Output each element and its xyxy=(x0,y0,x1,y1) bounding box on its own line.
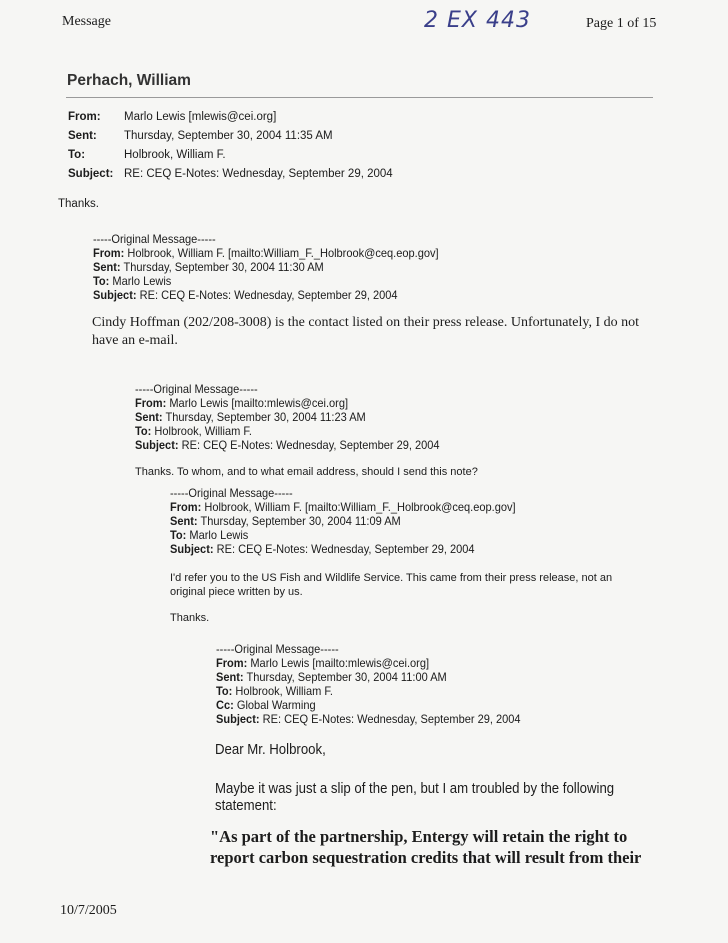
message-4-salutation: Dear Mr. Holbrook, xyxy=(215,741,326,758)
from-value: Holbrook, William F. [mailto:William_F._Holbrook@ceq.eop.gov] xyxy=(204,500,516,514)
message-1-body-line-1: Cindy Hoffman (202/208-3008) is the contact listed on their press release. Unfortunately, I do not xyxy=(92,315,640,330)
sent-value: Thursday, September 30, 2004 11:09 AM xyxy=(200,514,401,528)
message-4-paragraph-line-1: Maybe it was just a slip of the pen, but I am troubled by the following xyxy=(215,780,615,797)
original-message-divider: -----Original Message----- xyxy=(135,382,258,396)
from-label: From: xyxy=(170,500,202,514)
sent-value: Thursday, September 30, 2004 11:00 AM xyxy=(246,670,447,684)
message-3-body-line-2: original piece written by us. xyxy=(170,586,303,598)
message-4-paragraph-line-2: statement: xyxy=(215,797,277,814)
sent-label: Sent: xyxy=(93,260,121,274)
message-4-quote-line-2: report carbon sequestration credits that will result from their xyxy=(210,848,642,867)
from-value: Holbrook, William F. [mailto:William_F._Holbrook@ceq.eop.gov] xyxy=(127,246,439,260)
original-message-4-header xyxy=(216,642,547,726)
cc-value: Global Warming xyxy=(236,698,316,712)
original-message-divider: -----Original Message----- xyxy=(216,642,339,656)
handwritten-exhibit-mark: 2 EX 443 xyxy=(424,8,531,33)
original-message-divider: -----Original Message----- xyxy=(93,232,216,246)
sent-label: Sent: xyxy=(68,130,97,142)
from-label: From: xyxy=(216,656,248,670)
subject-label: Subject: xyxy=(68,168,114,180)
to-label: To: xyxy=(93,274,110,288)
message-3-body-line-1: I'd refer you to the US Fish and Wildlife Service. This came from their press release, not an xyxy=(170,572,613,584)
original-message-3-header xyxy=(170,486,546,556)
original-message-2-header xyxy=(135,382,466,452)
sent-value: Thursday, September 30, 2004 11:23 AM xyxy=(165,410,366,424)
cc-label: Cc: xyxy=(216,698,234,712)
sent-label: Sent: xyxy=(135,410,163,424)
message-3-body-thanks: Thanks. xyxy=(170,612,210,624)
subject-value: RE: CEQ E-Notes: Wednesday, September 29, 2004 xyxy=(181,438,440,452)
sent-value: Thursday, September 30, 2004 11:30 AM xyxy=(123,260,324,274)
subject-label: Subject: xyxy=(170,542,214,556)
from-label: From: xyxy=(68,111,101,123)
original-message-1-header xyxy=(93,232,469,302)
sent-label: Sent: xyxy=(216,670,244,684)
page-header-title: Message xyxy=(62,14,111,29)
subject-value: RE: CEQ E-Notes: Wednesday, September 29, 2004 xyxy=(139,288,398,302)
header-divider xyxy=(66,97,653,98)
to-label: To: xyxy=(170,528,187,542)
footer-date: 10/7/2005 xyxy=(60,903,117,918)
sent-label: Sent: xyxy=(170,514,198,528)
subject-value: RE: CEQ E-Notes: Wednesday, September 29, 2004 xyxy=(262,712,521,726)
subject-value: RE: CEQ E-Notes: Wednesday, September 29, 2004 xyxy=(216,542,475,556)
message-4-quote-line-1: "As part of the partnership, Entergy will retain the right to xyxy=(210,827,628,846)
to-label: To: xyxy=(135,424,152,438)
from-value: Marlo Lewis [mailto:mlewis@cei.org] xyxy=(250,656,430,670)
message-2-body: Thanks. To whom, and to what email address, should I send this note? xyxy=(135,466,478,478)
from-value: Marlo Lewis [mailto:mlewis@cei.org] xyxy=(169,396,349,410)
from-value: Marlo Lewis [mlewis@cei.org] xyxy=(124,111,277,123)
to-value: Marlo Lewis xyxy=(112,274,172,288)
recipient-name: Perhach, William xyxy=(67,72,191,89)
page-number: Page 1 of 15 xyxy=(586,16,657,31)
original-message-divider: -----Original Message----- xyxy=(170,486,293,500)
subject-value: RE: CEQ E-Notes: Wednesday, September 29, 2004 xyxy=(124,168,393,180)
to-label: To: xyxy=(216,684,233,698)
subject-label: Subject: xyxy=(216,712,260,726)
from-label: From: xyxy=(93,246,125,260)
to-value: Holbrook, William F. xyxy=(124,149,226,161)
to-value: Marlo Lewis xyxy=(189,528,249,542)
to-value: Holbrook, William F. xyxy=(235,684,333,698)
to-label: To: xyxy=(68,149,86,161)
sent-value: Thursday, September 30, 2004 11:35 AM xyxy=(124,130,333,142)
subject-label: Subject: xyxy=(93,288,137,302)
from-label: From: xyxy=(135,396,167,410)
subject-label: Subject: xyxy=(135,438,179,452)
to-value: Holbrook, William F. xyxy=(154,424,252,438)
message-1-body-line-2: have an e-mail. xyxy=(92,333,178,348)
top-body-text: Thanks. xyxy=(58,198,99,210)
